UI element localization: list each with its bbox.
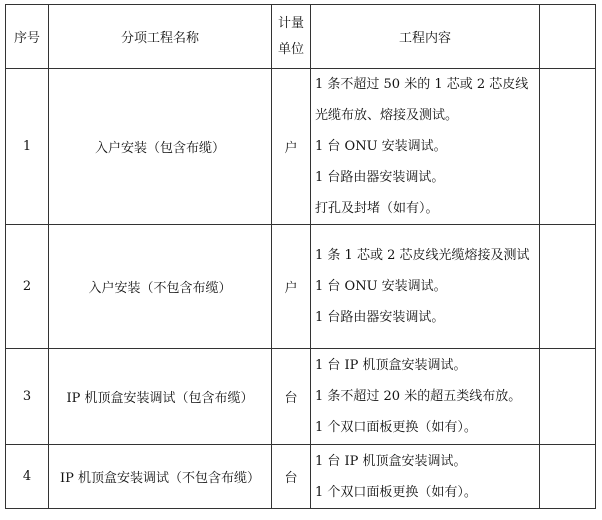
row-unit: 户: [272, 69, 311, 225]
work-items-table: [5, 4, 596, 509]
row-item-name: IP 机顶盒安装调试（包含布缆）: [49, 349, 272, 445]
row-content: [311, 225, 540, 349]
content-line: 1 条不超过 50 米的 1 芯或 2 芯皮线光缆布放、熔接及测试。: [315, 77, 529, 123]
table-row: [6, 225, 596, 349]
content-line: 打孔及封堵（如有）。: [315, 201, 439, 216]
table-row: [6, 445, 596, 509]
content-line: 1 台 IP 机顶盒安装调试。: [315, 358, 467, 373]
header-index: 序号: [6, 5, 49, 69]
header-unit-line1: 计量: [277, 15, 304, 31]
table-row: [6, 69, 596, 225]
content-line: 1 个双口面板更换（如有）。: [315, 484, 477, 500]
table-row: [6, 349, 596, 445]
row-index: 2: [6, 225, 49, 349]
content-line: 1 条不超过 20 米的超五类线布放。: [315, 389, 522, 404]
content-line: 1 个双口面板更换（如有）。: [315, 420, 477, 435]
header-unit-line2: 单位: [277, 41, 304, 57]
table-header-row: [6, 5, 596, 69]
row-extra: [540, 225, 596, 349]
row-index: 3: [6, 349, 49, 445]
content-line: 1 台 IP 机顶盒安装调试。: [315, 453, 467, 469]
header-item-name: 分项工程名称: [49, 5, 272, 69]
content-line: 1 台 ONU 安装调试。: [315, 139, 447, 154]
content-line: 1 台路由器安装调试。: [315, 310, 445, 325]
header-content: 工程内容: [311, 5, 540, 69]
row-index: 4: [6, 445, 49, 509]
header-unit: [272, 5, 311, 69]
content-line: 1 台 ONU 安装调试。: [315, 279, 447, 294]
row-extra: [540, 349, 596, 445]
row-unit: 户: [272, 225, 311, 349]
row-content: [311, 445, 540, 509]
row-item-name: IP 机顶盒安装调试（不包含布缆）: [49, 445, 272, 509]
row-item-name: 入户安装（不包含布缆）: [49, 225, 272, 349]
row-content: [311, 69, 540, 225]
row-content: [311, 349, 540, 445]
row-extra: [540, 69, 596, 225]
row-item-name: 入户安装（包含布缆）: [49, 69, 272, 225]
row-index: 1: [6, 69, 49, 225]
row-unit: 台: [272, 445, 311, 509]
content-line: 1 条 1 芯或 2 芯皮线光缆熔接及测试: [315, 248, 530, 263]
header-extra: [540, 5, 596, 69]
row-unit: 台: [272, 349, 311, 445]
row-extra: [540, 445, 596, 509]
content-line: 1 台路由器安装调试。: [315, 170, 445, 185]
